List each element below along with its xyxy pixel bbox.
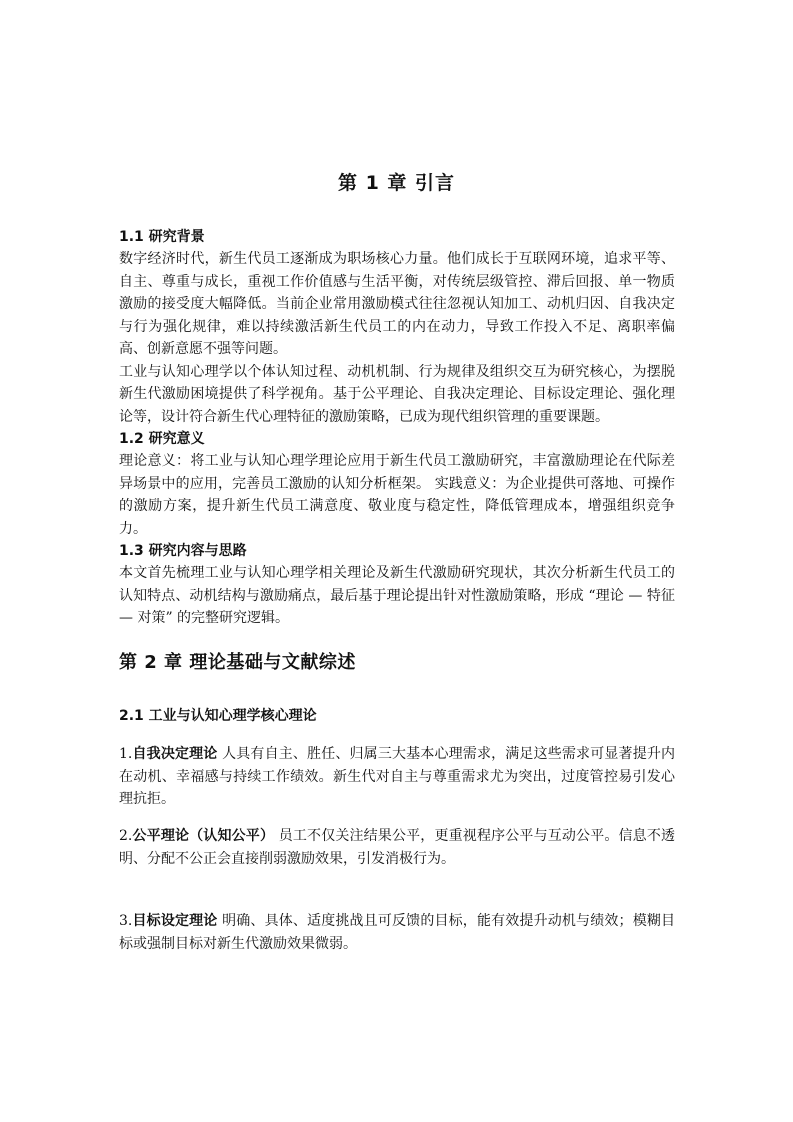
- theory-number: 1.: [119, 746, 133, 762]
- chapter-1-body: [119, 226, 675, 630]
- section-1-3-heading: 1.3 研究内容与思路: [119, 543, 247, 559]
- theory-item-goal-setting: [119, 910, 675, 955]
- theory-description: 人具有自主、胜任、归属三大基本心理需求，满足这些需求可显著提升内在动机、幸福感与持续工作绩效。新生代对自主与尊重需求尤为突出，过度管控易引发心理抗拒。: [119, 746, 676, 807]
- section-1-3-paragraph-1: 本文首先梳理工业与认知心理学相关理论及新生代激励研究现状，其次分析新生代员工的认知特点、动机结构与激励痛点，最后基于理论提出针对性激励策略，形成 “理论 — 特征 — 对策” 的完整研究逻辑。: [119, 565, 675, 626]
- theory-number: 3.: [119, 913, 133, 929]
- section-1-2-heading: 1.2 研究意义: [119, 431, 205, 447]
- section-1-1-paragraph-1: 数字经济时代，新生代员工逐渐成为职场核心力量。他们成长于互联网环境，追求平等、自主、尊重与成长，重视工作价值感与生活平衡，对传统层级管控、滞后回报、单一物质激励的接受度大幅降低。当前企业常用激励模式往往忽视认知加工、动机归因、自我决定与行为强化规律，难以持续激活新生代员工的内在动力，导致工作投入不足、离职率偏高、创新意愿不强等问题。: [119, 251, 675, 357]
- theory-description: 员工不仅关注结果公平，更重视程序公平与互动公平。信息不透明、分配不公正会直接削弱激励效果，引发消极行为。: [119, 828, 676, 867]
- section-1-1-heading: 1.1 研究背景: [119, 229, 205, 245]
- section-1-2-paragraph-1: 理论意义：将工业与认知心理学理论应用于新生代员工激励研究，丰富激励理论在代际差异场景中的应用，完善员工激励的认知分析框架。 实践意义：为企业提供可落地、可操作的激励方案，提升新生代员工满意度、敬业度与稳定性，降低管理成本，增强组织竞争力。: [119, 453, 675, 537]
- chapter-1-title: 第 1 章 引言: [337, 172, 456, 194]
- theory-term: 公平理论（认知公平）: [132, 828, 275, 844]
- theory-description: 明确、具体、适度挑战且可反馈的目标，能有效提升动机与绩效；模糊目标或强制目标对新生代激励效果微弱。: [119, 913, 676, 952]
- section-2-1-heading: 2.1 工业与认知心理学核心理论: [119, 708, 317, 724]
- theory-item-self-determination: [119, 743, 675, 811]
- section-1-1-paragraph-2: 工业与认知心理学以个体认知过程、动机机制、行为规律及组织交互为研究核心，为摆脱新生代激励困境提供了科学视角。基于公平理论、自我决定理论、目标设定理论、强化理论等，设计符合新生代心理特征的激励策略，已成为现代组织管理的重要课题。: [119, 363, 675, 425]
- theory-number: 2.: [119, 828, 133, 844]
- chapter-2-title: 第 2 章 理论基础与文献综述: [119, 652, 356, 673]
- theory-term: 自我决定理论: [132, 746, 218, 762]
- theory-term: 目标设定理论: [132, 913, 218, 929]
- theory-item-equity: [119, 825, 675, 870]
